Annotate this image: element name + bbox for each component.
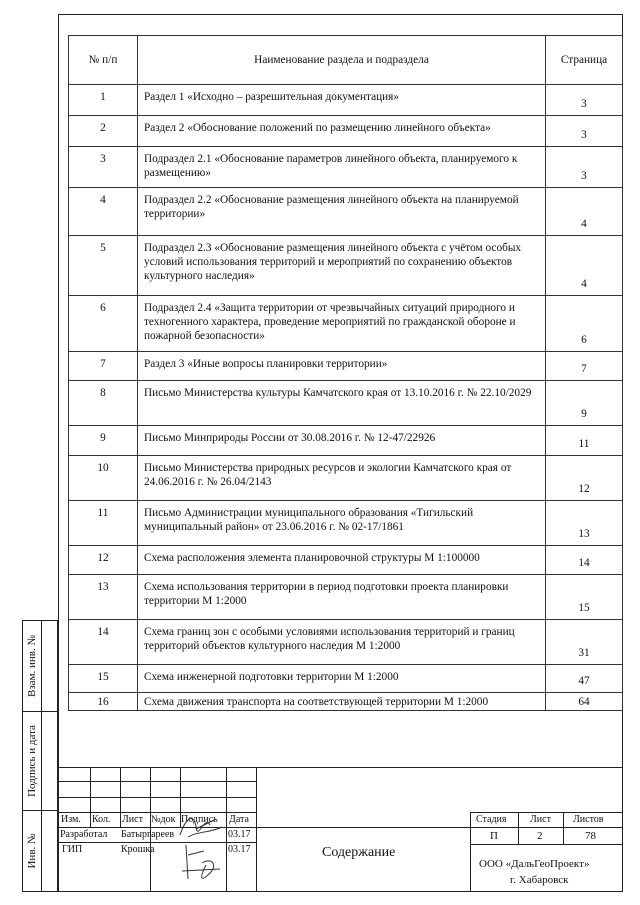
header-page: Страница — [546, 36, 623, 85]
stage-value: П — [490, 830, 498, 842]
table-header-row — [69, 36, 623, 85]
stamp-role-gip: ГИП — [62, 844, 83, 855]
table-row: 5 Подраздел 2.3 «Обоснование размещения линейного объекта с учётом особых условий использования территорий и мероприятий по сохранению объектов культурного наследия» 4 — [69, 236, 623, 296]
table-row: 13 Схема использования территории в период подготовки проекта планировки территории М 1:2000 15 — [69, 575, 623, 620]
table-row: 10 Письмо Министерства природных ресурсов и экологии Камчатского края от 24.06.2016 г. № 26.04/2143 12 — [69, 456, 623, 501]
table-row: 4 Подраздел 2.2 «Обоснование размещения линейного объекта на планируемой территории» 4 — [69, 188, 623, 236]
sheets-label: Листов — [573, 814, 604, 825]
side-stamp-podpis — [22, 711, 58, 811]
table-row: 16 Схема движения транспорта на соответствующей территории М 1:2000 64 — [69, 693, 623, 711]
contents-table — [68, 35, 623, 711]
side-label-vzam: Взам. инв. № — [26, 635, 38, 697]
title-block — [58, 767, 623, 892]
table-row: 2 Раздел 2 «Обоснование положений по размещению линейного объекта» 3 — [69, 116, 623, 147]
header-num: № п/п — [69, 36, 138, 85]
sheets-value: 78 — [585, 830, 596, 842]
stamp-header-kol: Кол. — [92, 814, 111, 825]
table-row: 1 Раздел 1 «Исходно – разрешительная документация» 3 — [69, 85, 623, 116]
document-title: Содержание — [322, 845, 396, 860]
table-row: 6 Подраздел 2.4 «Защита территории от чрезвычайных ситуаций природного и техногенного характера, проведение мероприятий по гражданской обороне и пожарной безопасности» 6 — [69, 296, 623, 352]
stamp-name-gip: Крошка — [121, 844, 155, 855]
table-row: 11 Письмо Администрации муниципального образования «Тигильский муниципальный район» от 23.06.2016 г. № 02-17/1861 13 — [69, 501, 623, 546]
table-row: 9 Письмо Минприроды России от 30.08.2016 г. № 12-47/22926 11 — [69, 426, 623, 456]
table-row: 7 Раздел 3 «Иные вопросы планировки территории» 7 — [69, 352, 623, 381]
company-name: ООО «ДальГеоПроект» — [479, 858, 590, 870]
table-row: 15 Схема инженерной подготовки территории М 1:2000 47 — [69, 665, 623, 693]
table-row: 12 Схема расположения элемента планировочной структуры М 1:100000 14 — [69, 546, 623, 575]
table-row: 8 Письмо Министерства культуры Камчатского края от 13.10.2016 г. № 22.10/2029 9 — [69, 381, 623, 426]
table-row: 14 Схема границ зон с особыми условиями использования территорий и границ территорий объектов культурного наследия М 1:2000 31 — [69, 620, 623, 665]
side-label-podpis: Подпись и дата — [26, 725, 38, 797]
signature-gip — [176, 835, 226, 885]
stamp-role-developer: Разработал — [60, 829, 108, 840]
table-row: 3 Подраздел 2.1 «Обоснование параметров линейного объекта, планируемого к размещению» 3 — [69, 147, 623, 188]
stamp-header-podpis: Подпись — [181, 814, 218, 825]
stamp-header-data: Дата — [229, 814, 249, 825]
stamp-date-gip: 03.17 — [228, 844, 251, 855]
stamp-header-izm: Изм. — [61, 814, 81, 825]
stage-label: Стадия — [476, 814, 507, 825]
sheet-value: 2 — [537, 830, 543, 842]
stamp-name-developer: Батыргареев — [121, 829, 175, 840]
stamp-header-list: Лист — [122, 814, 143, 825]
sheet-label: Лист — [530, 814, 551, 825]
stamp-date-developer: 03.17 — [228, 829, 251, 840]
stamp-header-ndok: №док — [151, 814, 176, 825]
company-city: г. Хабаровск — [510, 874, 569, 886]
side-stamp-inv — [22, 810, 58, 892]
header-name: Наименование раздела и подраздела — [138, 36, 546, 85]
side-stamp-vzam — [22, 620, 58, 712]
side-label-inv: Инв. № — [26, 833, 38, 869]
